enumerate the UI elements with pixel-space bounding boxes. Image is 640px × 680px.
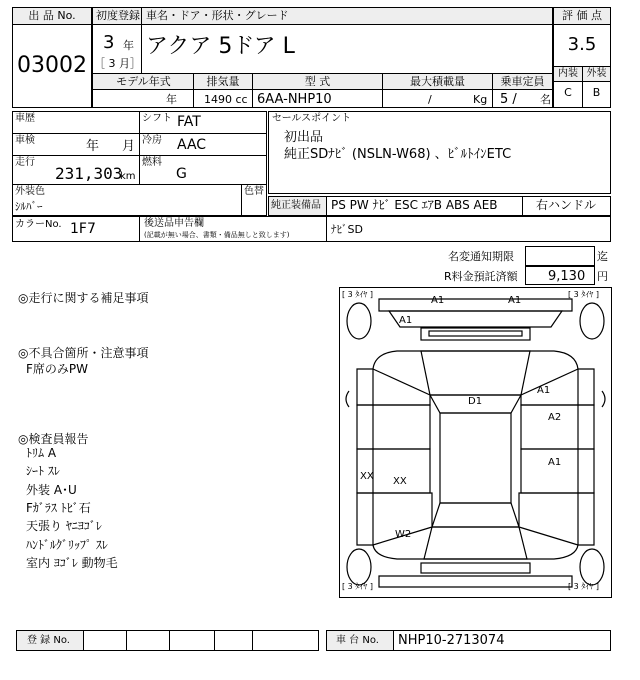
- tire-tag-rear-right: [ 3 ﾀｲﾔ ]: [568, 582, 599, 591]
- capacity: 5 /: [500, 92, 517, 107]
- equipment-value: PS PW ﾅﾋﾞ ESC ｴｱB ABS AEB: [331, 198, 498, 212]
- inspector-item: 外装 A･U: [26, 483, 77, 497]
- front-right-wheel: [580, 303, 604, 339]
- right-mirror: [602, 391, 605, 407]
- inspection-year-unit: 年: [86, 139, 100, 154]
- damage-mark: A1: [508, 295, 522, 306]
- roof: [440, 413, 511, 503]
- reg-label: 登 録 No.: [27, 635, 70, 646]
- inspector-title: ◎検査員報告: [18, 432, 89, 446]
- front-left-wheel: [347, 303, 371, 339]
- max-load-slash: /: [428, 93, 432, 106]
- grille: [421, 328, 530, 340]
- rear-left-wheel: [347, 549, 371, 585]
- capacity-label: 乗車定員: [500, 75, 545, 88]
- ac-label: 冷房: [142, 135, 162, 146]
- score-label: 評 価 点: [562, 9, 602, 22]
- color-docs-box: [12, 216, 611, 242]
- recycle-unit: 円: [597, 270, 608, 283]
- first-reg-label: 初度登録: [96, 9, 140, 22]
- recycle-value: 9,130: [548, 269, 586, 284]
- type-label: 型 式: [304, 75, 331, 88]
- car-name-label: 車名・ドア・形状・グレード: [146, 9, 289, 22]
- inspector-item: Fｶﾞﾗｽ ﾄﾋﾞ石: [26, 501, 91, 515]
- max-load-label: 最大積載量: [410, 75, 465, 88]
- driving-notes-title: ◎走行に関する補足事項: [18, 291, 149, 305]
- recycle-label: R料金預託済額: [444, 270, 518, 283]
- front-lip: [389, 311, 562, 327]
- capacity-unit: 名: [540, 93, 551, 106]
- notice-label: 名変通知期限: [448, 250, 514, 263]
- displacement: 1490 cc: [204, 93, 248, 106]
- rear-right-wheel: [580, 549, 604, 585]
- exterior-grade: B: [592, 86, 601, 99]
- rear-window: [432, 503, 519, 527]
- exterior-label: 外装: [586, 68, 607, 79]
- notice-unit: 迄: [597, 250, 608, 263]
- rear-plate: [421, 563, 530, 573]
- tire-tag-front-right: [ 3 ﾀｲﾔ ]: [568, 290, 599, 299]
- tire-tag-front-left: [ 3 ﾀｲﾔ ]: [342, 290, 373, 299]
- shift-value: FAT: [177, 114, 201, 130]
- year-unit: 年: [123, 39, 134, 52]
- docs-value: ﾅﾋﾞSD: [331, 223, 363, 236]
- inspector-item: ﾄﾘﾑ A: [26, 446, 57, 460]
- left-mirror: [346, 391, 349, 407]
- front-bumper: [379, 299, 572, 311]
- fuel-label: 燃料: [142, 157, 162, 168]
- color-no-label: カラーNo.: [15, 219, 62, 230]
- max-load-unit: Kg: [473, 93, 488, 106]
- left-front-fender: [357, 369, 430, 405]
- docs-note: (記載が無い場合、書類・備品無しと致します): [144, 231, 290, 239]
- right-rear-door: [521, 449, 594, 493]
- inspector-item: ｼｰﾄ ｽﾚ: [26, 464, 60, 478]
- damage-mark: A1: [537, 385, 551, 396]
- car-diagram: [339, 287, 612, 598]
- first-reg-year: 3: [103, 32, 115, 53]
- damage-mark: A1: [548, 457, 562, 468]
- handle-value: 右ハンドル: [536, 198, 597, 212]
- damage-mark: XX: [393, 476, 407, 487]
- inspection-label: 車検: [15, 135, 35, 146]
- type-value: 6AA-NHP10: [257, 92, 332, 107]
- sales-points-label: セールスポイント: [272, 113, 352, 124]
- notice-value-box: [525, 246, 595, 266]
- mileage-value: 231,303: [55, 164, 123, 183]
- car-name: アクア 5ドア L: [146, 34, 295, 59]
- hood: [421, 351, 530, 395]
- repaint-label: 色替: [244, 186, 264, 197]
- left-front-door: [357, 405, 430, 449]
- score-value: 3.5: [567, 34, 597, 55]
- inspector-item: 天張り ﾔﾆﾖｺﾞﾚ: [26, 519, 102, 533]
- right-front-fender: [521, 369, 594, 405]
- defects-title: ◎不具合箇所・注意事項: [18, 346, 149, 360]
- sales-point-1: 初出品: [284, 130, 324, 145]
- shift-label: シフト: [142, 113, 172, 124]
- chassis-label: 車 台 No.: [336, 635, 379, 646]
- inspector-item: 室内 ﾖｺﾞﾚ 動物毛: [26, 556, 118, 570]
- body-outline: [373, 351, 578, 559]
- damage-mark: XX: [360, 471, 374, 482]
- damage-mark: D1: [468, 396, 483, 407]
- chassis-number: NHP10-2713074: [398, 633, 505, 648]
- color-no-value: 1F7: [70, 221, 96, 237]
- defect-item: F席のみPW: [26, 362, 89, 376]
- right-rear-fender: [519, 493, 594, 545]
- model-year-label: モデル年式: [116, 75, 171, 88]
- sales-point-2: 純正SDﾅﾋﾞ (NSLN-W68) 、ﾋﾞﾙﾄｲﾝETC: [284, 147, 512, 162]
- damage-mark: A1: [431, 295, 445, 306]
- inspector-item: ﾊﾝﾄﾞﾙｸﾞﾘｯﾌﾟ ｽﾚ: [26, 538, 108, 552]
- lot-label: 出 品 No.: [28, 9, 76, 22]
- damage-mark: A2: [548, 412, 562, 423]
- first-reg-month: ［ 3 月］: [94, 57, 141, 70]
- ext-color-value: ｼﾙﾊﾞｰ: [15, 200, 43, 213]
- equipment-label: 純正装備品: [271, 200, 321, 211]
- damage-mark: W2: [395, 529, 412, 540]
- model-year-unit: 年: [166, 93, 177, 106]
- mileage-label: 走行: [15, 157, 35, 168]
- lot-number: 03002: [17, 53, 87, 78]
- displacement-label: 排気量: [206, 75, 240, 88]
- ext-color-label: 外装色: [15, 186, 45, 197]
- fuel-value: G: [176, 166, 187, 182]
- trunk: [424, 527, 527, 559]
- history-label: 車歴: [15, 113, 35, 124]
- tire-tag-rear-left: [ 3 ﾀｲﾔ ]: [342, 582, 373, 591]
- docs-label: 後送品申告欄: [144, 218, 204, 229]
- ac-value: AAC: [177, 137, 207, 153]
- rear-bumper: [379, 576, 572, 587]
- interior-label: 内装: [558, 68, 578, 79]
- mileage-unit: km: [120, 171, 136, 182]
- inspection-month-unit: 月: [122, 139, 136, 154]
- interior-grade: C: [564, 86, 572, 99]
- damage-mark: A1: [399, 315, 413, 326]
